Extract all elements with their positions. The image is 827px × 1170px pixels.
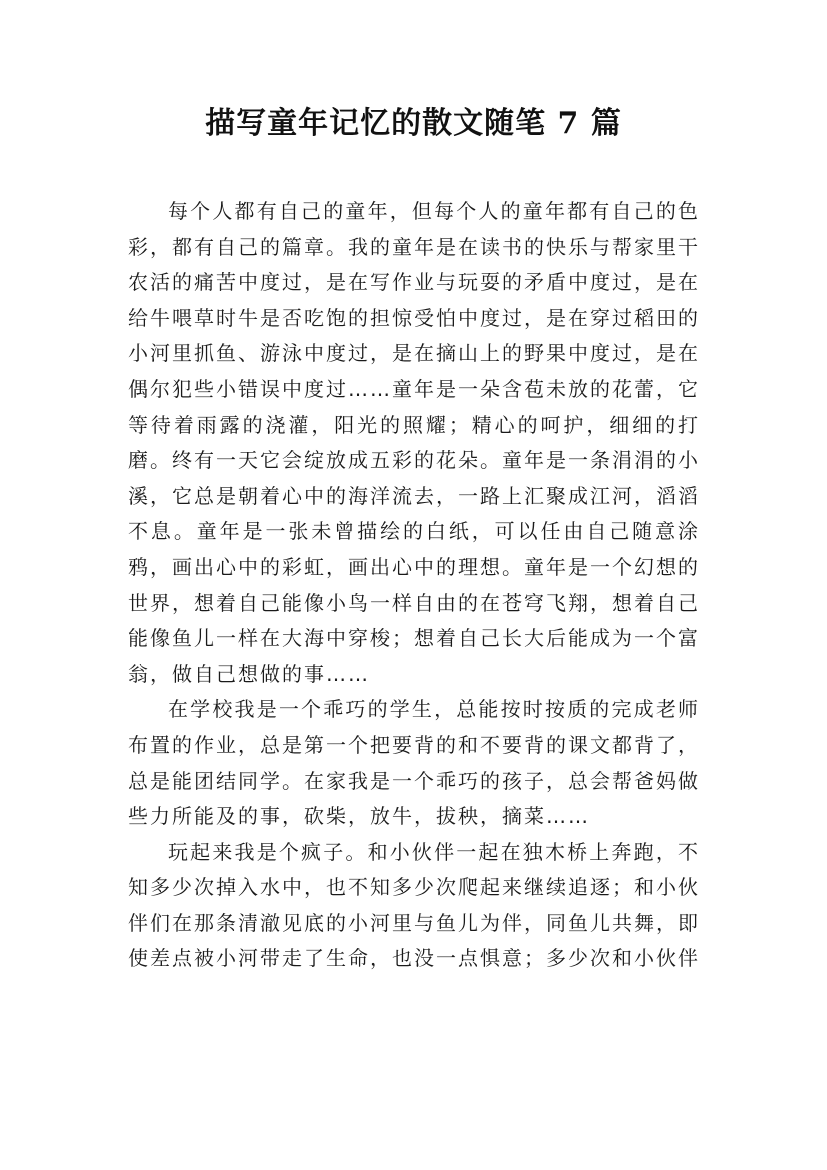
paragraph-3: 玩起来我是个疯子。和小伙伴一起在独木桥上奔跑，不知多少次掉入水中，也不知多少次爬起来继续追逐；和小伙伴们在那条清澈见底的小河里与鱼儿为伴，同鱼儿共舞，即使差点被小河带走了生命，也没一点惧意；多少次和小伙伴 [128, 839, 700, 971]
paragraph-2: 在学校我是一个乖巧的学生，总能按时按质的完成老师布置的作业，总是第一个把要背的和不要背的课文都背了，总是能团结同学。在家我是一个乖巧的孩子，总会帮爸妈做些力所能及的事，砍柴，放牛，拔秧，摘菜…… [128, 697, 700, 829]
document-body [128, 194, 700, 977]
document-title: 描写童年记忆的散文随笔 7 篇 [205, 106, 622, 141]
paragraph-1: 每个人都有自己的童年，但每个人的童年都有自己的色彩，都有自己的篇章。我的童年是在读书的快乐与帮家里干农活的痛苦中度过，是在写作业与玩耍的矛盾中度过，是在给牛喂草时牛是否吃饱的担惊受怕中度过，是在穿过稻田的小河里抓鱼、游泳中度过，是在摘山上的野果中度过，是在偶尔犯些小错误中度过……童年是一朵含苞未放的花蕾，它等待着雨露的浇灌，阳光的照耀；精心的呵护，细细的打磨。终有一天它会绽放成五彩的花朵。童年是一条涓涓的小溪，它总是朝着心中的海洋流去，一路上汇聚成江河，滔滔不息。童年是一张未曾描绘的白纸，可以任由自己随意涂鸦，画出心中的彩虹，画出心中的理想。童年是一个幻想的世界，想着自己能像小鸟一样自由的在苍穹飞翔，想着自己能像鱼儿一样在大海中穿梭；想着自己长大后能成为一个富翁，做自己想做的事…… [128, 199, 700, 686]
